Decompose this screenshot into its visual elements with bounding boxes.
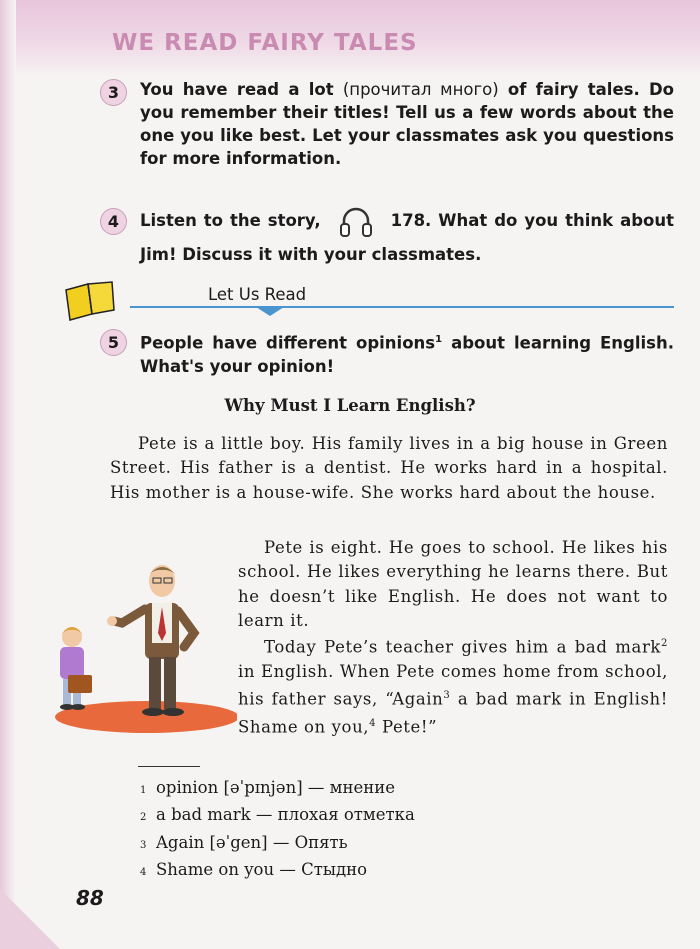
headphones-icon (338, 206, 374, 238)
let-us-read-label: Let Us Read (208, 285, 307, 304)
story-paragraph-3 (238, 632, 668, 740)
corner-decoration (0, 889, 60, 949)
footnote-item (140, 776, 415, 803)
story-paragraph-1: Pete is a little boy. His family lives in a big house in Green Street. His father is a dentist. He works hard in a hospital. His mother is a house-wife. She works hard about the house. (110, 434, 668, 502)
russian-gloss: (прочитал много) (342, 80, 499, 99)
story-text: a bad mark in English! Shame on you, (238, 689, 668, 737)
task-4 (100, 204, 674, 271)
footnote-mark: 1 (435, 334, 443, 345)
footnote-text: opinion [əˈpɪnjən] — мнение (156, 778, 395, 797)
page-number: 88 (76, 886, 104, 910)
left-margin-strip (0, 0, 16, 949)
task-number-badge: 5 (100, 329, 127, 356)
task-text-part: People have different opinions (140, 333, 436, 353)
footnote-item (140, 831, 415, 858)
task-text-part: Listen to the story, (140, 211, 321, 230)
father-and-son-illustration (52, 545, 237, 735)
divider-pointer (256, 307, 284, 316)
section-title: WE READ FAIRY TALES (112, 30, 418, 56)
story-title: Why Must I Learn English? (224, 396, 476, 415)
footnote-rule (138, 766, 200, 767)
story-text: Today Pete’s teacher gives him a bad mark (264, 637, 662, 657)
section-divider (130, 306, 674, 308)
footnote-mark: 3 (443, 690, 451, 702)
footnote-mark: 1 (140, 785, 147, 796)
story-paragraph-2: Pete is eight. He goes to school. He likes his school. He likes everything he learns there. But he doesn’t like English. He does not want to learn it. (238, 538, 668, 630)
story-text: Pete!” (381, 717, 438, 737)
story-text: in English. When Pete comes home from school, his father says, “Again (238, 661, 668, 709)
task-text (140, 204, 674, 271)
task-text-part: 178. What do you think about Jim! Discuss it with your classmates. (140, 211, 674, 264)
footnote-mark: 2 (140, 812, 147, 824)
footnote-mark: 4 (369, 717, 377, 729)
footnotes (140, 776, 415, 885)
task-3 (100, 78, 674, 170)
task-5 (100, 328, 674, 378)
book-icon (62, 278, 118, 322)
task-text (140, 78, 674, 170)
task-number-badge: 3 (100, 79, 127, 106)
footnote-mark: 2 (661, 638, 668, 649)
task-text (140, 328, 674, 378)
footnote-mark: 4 (140, 866, 147, 878)
footnote-text: Shame on you — Стыдно (156, 859, 368, 879)
task-text-part: of fairy tales. Do you remember their titles! Tell us a few words about the one you like best. Let your classmates ask you questions for more information. (140, 80, 675, 168)
footnote-text: a bad mark — плохая отметка (156, 805, 415, 825)
task-text-part: about learning English. What's your opinion! (140, 333, 674, 376)
footnote-item (140, 858, 415, 885)
footnote-item (140, 803, 415, 830)
task-number-badge: 4 (100, 208, 127, 235)
footnote-mark: 3 (140, 839, 147, 851)
task-text-part: You have read a lot (140, 80, 334, 99)
footnote-text: Again [əˈgen] — Опять (156, 832, 348, 852)
